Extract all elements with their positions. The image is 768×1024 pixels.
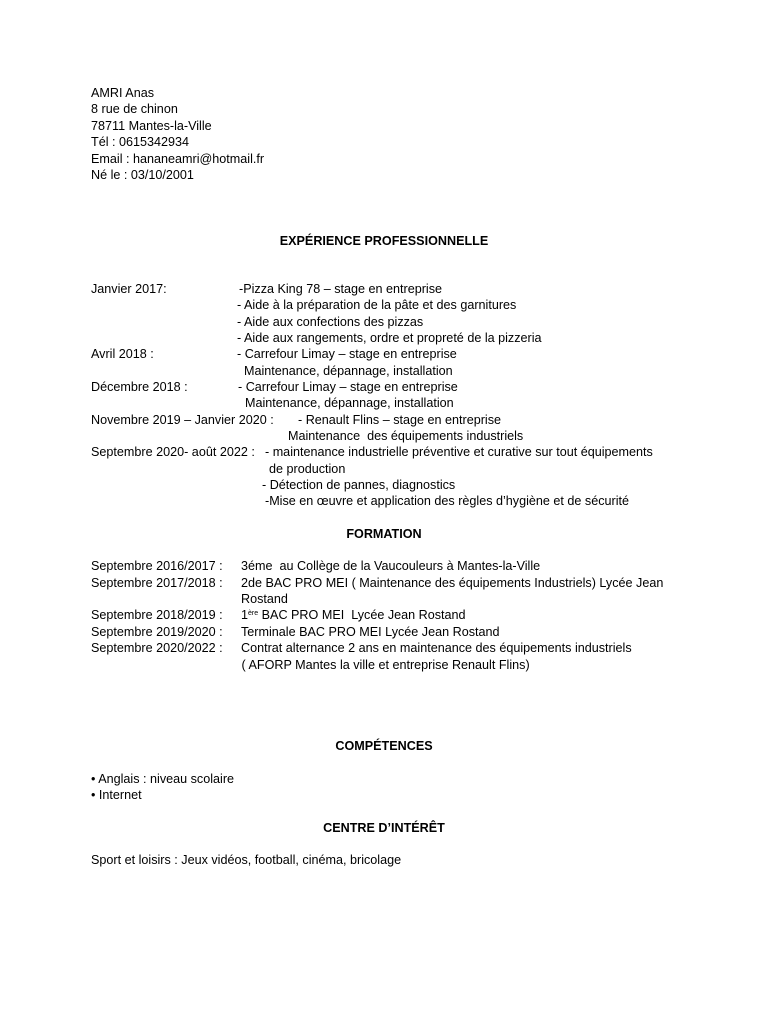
interets-heading: CENTRE D’INTÉRÊT [323, 821, 445, 835]
formation-line: 3éme au Collège de la Vaucouleurs à Mantes-la-Ville [241, 559, 541, 573]
formation-line: Rostand [241, 592, 288, 606]
formation-heading: FORMATION [346, 527, 422, 541]
experience-date: Janvier 2017: [91, 282, 167, 296]
experience-line: - Détection de pannes, diagnostics [262, 478, 456, 492]
experience-line: Maintenance, dépannage, installation [245, 396, 454, 410]
formation-date: Septembre 2016/2017 : [91, 559, 223, 573]
experience-date: Avril 2018 : [91, 347, 154, 361]
experience-line: -Pizza King 78 – stage en entreprise [239, 282, 443, 296]
experience-date: Septembre 2020- août 2022 : [91, 445, 255, 459]
competences-heading: COMPÉTENCES [335, 739, 433, 753]
formation-date: Septembre 2019/2020 : [91, 625, 223, 639]
experience-date: Novembre 2019 – Janvier 2020 : [91, 413, 274, 427]
formation-line-text: BAC PRO MEI Lycée Jean Rostand [258, 608, 466, 622]
experience-heading: EXPÉRIENCE PROFESSIONNELLE [279, 234, 489, 248]
formation-date: Septembre 2020/2022 : [91, 641, 223, 655]
contact-street: 8 rue de chinon [91, 102, 178, 116]
formation-line: Terminale BAC PRO MEI Lycée Jean Rostand [241, 625, 500, 639]
contact-email: Email : hananeamri@hotmail.fr [91, 152, 265, 166]
interets-text: Sport et loisirs : Jeux vidéos, football, cinéma, bricolage [91, 853, 402, 867]
experience-line: de production [269, 462, 346, 476]
formation-date: Septembre 2018/2019 : [91, 608, 223, 622]
formation-line: 2de BAC PRO MEI ( Maintenance des équipements Industriels) Lycée Jean [241, 576, 664, 590]
formation-line: ( AFORP Mantes la ville et entreprise Renault Flins) [238, 658, 530, 672]
formation-ordinal-suffix: ère [248, 610, 259, 617]
experience-line: - Aide aux rangements, ordre et propreté de la pizzeria [237, 331, 542, 345]
experience-line: - maintenance industrielle préventive et curative sur tout équipements [265, 445, 653, 459]
experience-line: Maintenance des équipements industriels [288, 429, 524, 443]
experience-line: - Renault Flins – stage en entreprise [298, 413, 502, 427]
experience-line: Maintenance, dépannage, installation [244, 364, 453, 378]
formation-line [241, 607, 466, 623]
formation-ordinal: 1 [241, 608, 249, 622]
experience-line: - Aide aux confections des pizzas [237, 315, 424, 329]
contact-phone: Tél : 0615342934 [91, 135, 190, 149]
contact-name: AMRI Anas [91, 86, 154, 100]
experience-line: - Carrefour Limay – stage en entreprise [237, 347, 457, 361]
experience-date: Décembre 2018 : [91, 380, 188, 394]
contact-birth: Né le : 03/10/2001 [91, 168, 194, 182]
competence-item: • Anglais : niveau scolaire [91, 772, 235, 786]
contact-city: 78711 Mantes-la-Ville [91, 119, 212, 133]
formation-date: Septembre 2017/2018 : [91, 576, 223, 590]
experience-line: - Aide à la préparation de la pâte et des garnitures [237, 298, 517, 312]
competence-item: • Internet [91, 788, 142, 802]
experience-line: - Carrefour Limay – stage en entreprise [238, 380, 458, 394]
experience-line: -Mise en œuvre et application des règles d’hygiène et de sécurité [265, 494, 630, 508]
formation-line: Contrat alternance 2 ans en maintenance des équipements industriels [241, 641, 632, 655]
